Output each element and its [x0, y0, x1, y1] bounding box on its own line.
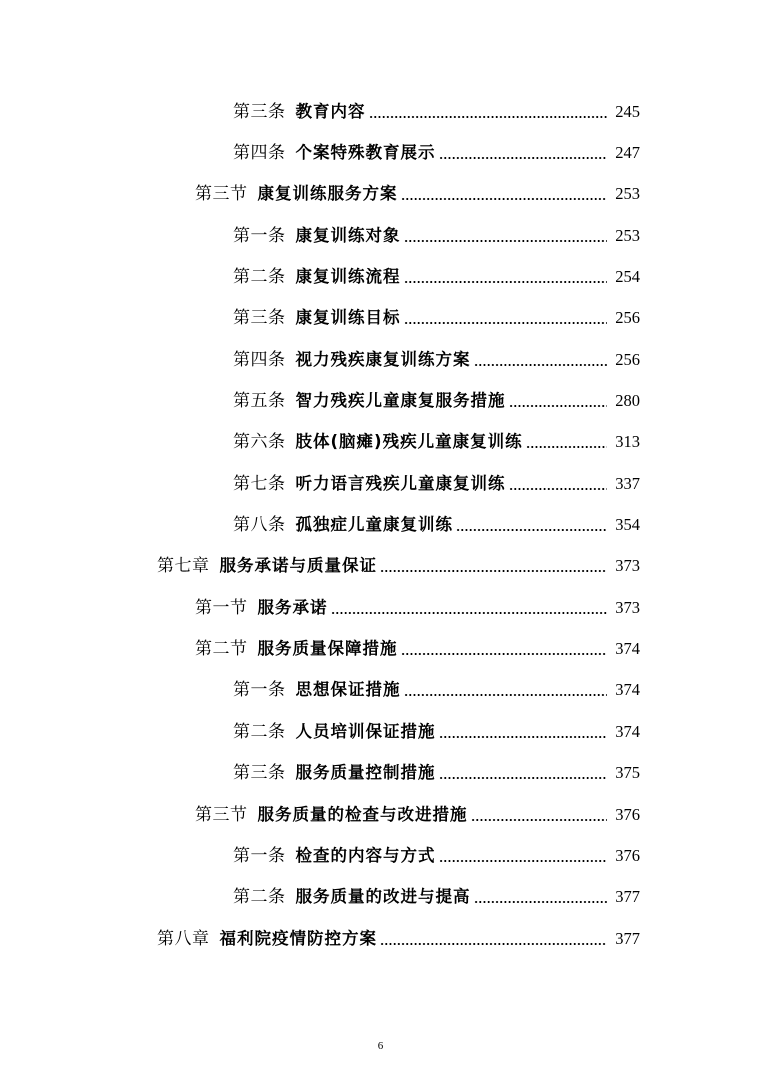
toc-entry[interactable] — [0, 174, 761, 215]
toc-leader-dots — [331, 612, 608, 614]
toc-entry-number: 第六条 — [233, 432, 286, 453]
toc-leader-dots — [404, 694, 608, 696]
toc-entry[interactable] — [0, 587, 761, 628]
toc-entry[interactable] — [0, 463, 761, 504]
toc-leader-dots — [439, 777, 608, 779]
toc-entry-page: 256 — [615, 349, 640, 369]
toc-entry-number: 第三条 — [233, 101, 286, 122]
toc-entry-page: 377 — [615, 928, 640, 948]
toc-entry-page: 253 — [615, 184, 640, 204]
toc-entry-page: 374 — [615, 639, 640, 659]
toc-entry-page: 337 — [615, 473, 640, 493]
toc-entry-page: 256 — [615, 308, 640, 328]
toc-entry-number: 第八条 — [233, 515, 286, 536]
toc-leader-dots — [456, 529, 607, 531]
toc-entry-page: 254 — [615, 267, 640, 287]
toc-entry-number: 第二条 — [233, 721, 286, 742]
toc-entry-number: 第三条 — [233, 308, 286, 329]
toc-entry-title: 服务质量的改进与提高 — [295, 887, 471, 907]
toc-entry-page: 245 — [615, 101, 640, 121]
toc-entry-number: 第七条 — [233, 473, 286, 494]
toc-entry-number: 第五条 — [233, 391, 286, 412]
toc-entry-title: 视力残疾康复训练方案 — [295, 349, 471, 369]
toc-entry-number: 第二条 — [233, 887, 286, 908]
toc-entry[interactable] — [0, 670, 761, 711]
toc-entry-title: 康复训练流程 — [295, 267, 401, 287]
page-number: 6 — [377, 1040, 384, 1052]
table-of-contents — [0, 91, 761, 959]
toc-leader-dots — [474, 901, 608, 903]
toc-leader-dots — [439, 157, 608, 159]
toc-entry[interactable] — [0, 628, 761, 669]
toc-entry-title: 康复训练对象 — [295, 225, 401, 245]
toc-entry[interactable] — [0, 877, 761, 918]
toc-leader-dots — [439, 860, 608, 862]
toc-entry-number: 第一条 — [233, 845, 286, 866]
toc-entry-number: 第三节 — [195, 184, 248, 205]
toc-entry-page: 247 — [615, 143, 640, 163]
toc-entry-number: 第一条 — [233, 680, 286, 701]
toc-entry-title: 服务质量的检查与改进措施 — [257, 804, 468, 824]
toc-entry[interactable] — [0, 339, 761, 380]
toc-leader-dots — [380, 943, 607, 945]
toc-entry[interactable] — [0, 422, 761, 463]
toc-entry-page: 354 — [615, 515, 640, 535]
toc-entry-title: 服务质量保障措施 — [257, 639, 398, 659]
toc-entry-title: 孤独症儿童康复训练 — [295, 515, 453, 535]
toc-leader-dots — [404, 240, 608, 242]
toc-entry-page: 374 — [615, 721, 640, 741]
toc-leader-dots — [471, 819, 608, 821]
toc-entry-number: 第二节 — [195, 639, 248, 660]
toc-entry-title: 检查的内容与方式 — [295, 845, 436, 865]
toc-entry[interactable] — [0, 753, 761, 794]
toc-entry-number: 第三节 — [195, 804, 248, 825]
toc-entry[interactable] — [0, 794, 761, 835]
toc-entry-title: 思想保证措施 — [295, 680, 401, 700]
toc-entry-title: 服务承诺 — [257, 597, 328, 617]
toc-leader-dots — [439, 736, 608, 738]
toc-entry[interactable] — [0, 918, 761, 959]
toc-entry-number: 第四条 — [233, 349, 286, 370]
toc-entry-page: 377 — [615, 887, 640, 907]
toc-entry-page: 376 — [615, 845, 640, 865]
toc-entry-number: 第七章 — [157, 556, 210, 577]
toc-entry-title: 康复训练目标 — [295, 308, 401, 328]
toc-entry-title: 教育内容 — [295, 101, 366, 121]
toc-entry[interactable] — [0, 256, 761, 297]
toc-entry-title: 福利院疫情防控方案 — [219, 928, 377, 948]
toc-entry-title: 人员培训保证措施 — [295, 721, 436, 741]
toc-entry[interactable] — [0, 215, 761, 256]
toc-entry-page: 373 — [615, 556, 640, 576]
toc-entry-title: 听力语言残疾儿童康复训练 — [295, 473, 506, 493]
toc-leader-dots — [401, 653, 608, 655]
toc-entry[interactable] — [0, 504, 761, 545]
toc-entry-page: 374 — [615, 680, 640, 700]
toc-entry-title: 肢体(脑瘫)残疾儿童康复训练 — [295, 432, 523, 452]
toc-entry-title: 个案特殊教育展示 — [295, 143, 436, 163]
toc-entry[interactable] — [0, 546, 761, 587]
toc-entry[interactable] — [0, 380, 761, 421]
toc-entry-page: 373 — [615, 597, 640, 617]
toc-leader-dots — [380, 570, 607, 572]
toc-entry[interactable] — [0, 835, 761, 876]
toc-leader-dots — [509, 488, 608, 490]
toc-entry-title: 服务承诺与质量保证 — [219, 556, 377, 576]
toc-leader-dots — [404, 281, 608, 283]
toc-entry[interactable] — [0, 298, 761, 339]
toc-entry-page: 313 — [615, 432, 640, 452]
toc-entry-number: 第一节 — [195, 597, 248, 618]
toc-entry-number: 第一条 — [233, 225, 286, 246]
toc-entry[interactable] — [0, 132, 761, 173]
toc-entry-title: 服务质量控制措施 — [295, 763, 436, 783]
toc-entry-title: 康复训练服务方案 — [257, 184, 398, 204]
toc-entry-page: 253 — [615, 225, 640, 245]
toc-leader-dots — [509, 405, 608, 407]
toc-entry-page: 375 — [615, 763, 640, 783]
toc-leader-dots — [526, 446, 607, 448]
toc-entry-page: 280 — [615, 391, 640, 411]
toc-leader-dots — [369, 116, 608, 118]
toc-entry-number: 第二条 — [233, 267, 286, 288]
toc-entry-number: 第三条 — [233, 763, 286, 784]
toc-leader-dots — [404, 322, 608, 324]
toc-entry-title: 智力残疾儿童康复服务措施 — [295, 391, 506, 411]
toc-entry-number: 第四条 — [233, 143, 286, 164]
toc-leader-dots — [401, 198, 608, 200]
toc-entry-number: 第八章 — [157, 928, 210, 949]
toc-entry[interactable] — [0, 91, 761, 132]
toc-entry-page: 376 — [615, 804, 640, 824]
toc-entry[interactable] — [0, 711, 761, 752]
toc-leader-dots — [474, 364, 608, 366]
